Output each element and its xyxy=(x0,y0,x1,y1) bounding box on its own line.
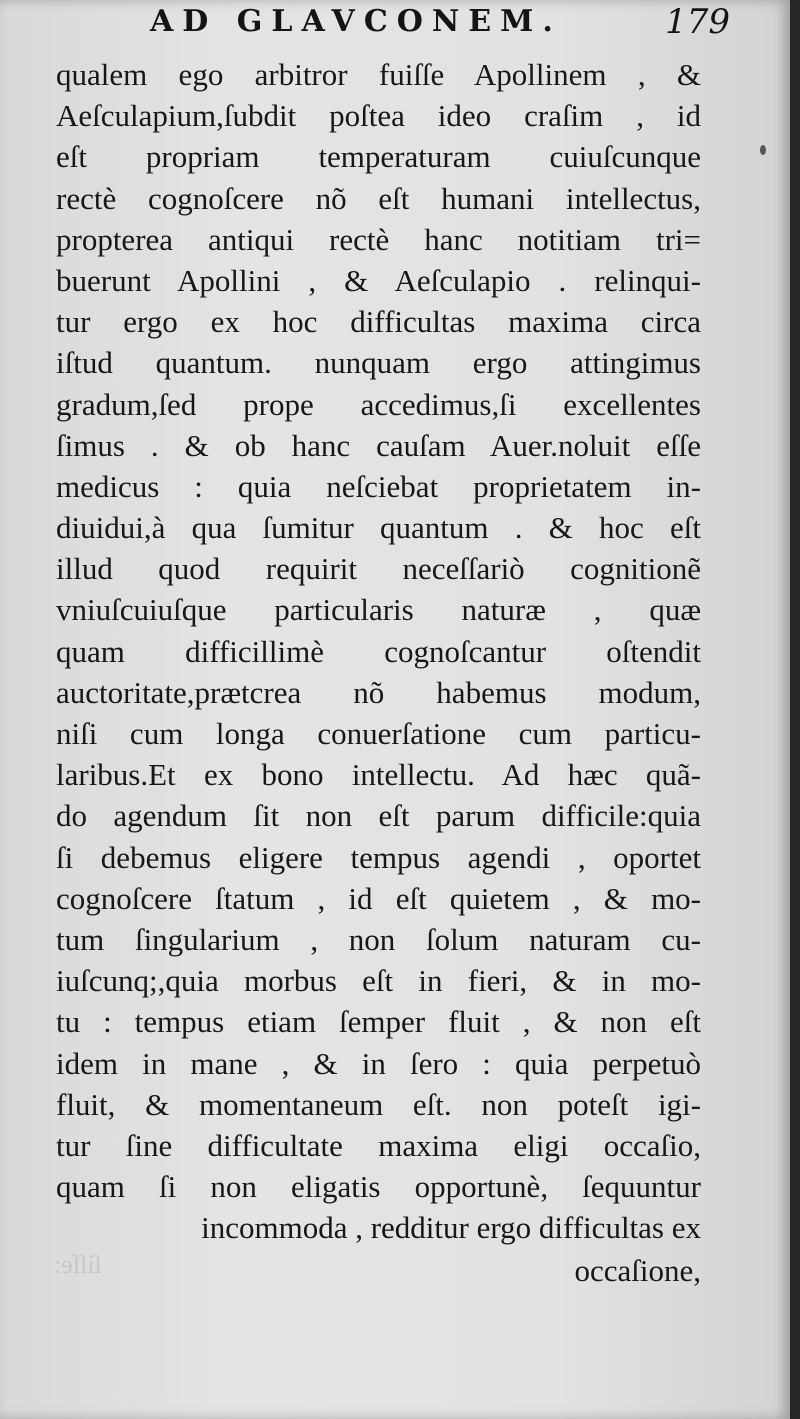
text-line: tur ſine difficultate maxima eligi occaſio, xyxy=(56,1127,701,1163)
text-line: do agendum ſit non eſt parum difficile:quia xyxy=(56,798,701,834)
page-number: 179 xyxy=(665,2,730,42)
text-line: auctoritate,prætcrea nõ habemus modum, xyxy=(56,674,701,710)
text-line: medicus : quia neſciebat proprietatem in- xyxy=(56,468,701,504)
text-line: eſt propriam temperaturam cuiuſcunque xyxy=(56,139,701,175)
text-line: gradum,ſed prope accedimus,ſi excellentes xyxy=(56,386,701,422)
running-head: AD GLAVCONEM. xyxy=(150,4,562,39)
text-line: tum ſingularium , non ſolum naturam cu- xyxy=(56,921,701,957)
text-line: iuſcunq;,quia morbus eſt in fieri, & in mo- xyxy=(56,963,701,999)
text-line: illud quod requirit neceſſariò cognitionẽ xyxy=(56,551,701,587)
text-line: buerunt Apollini , & Aeſculapio . relinqui- xyxy=(56,262,701,298)
text-line: fluit, & momentaneum eſt. non poteſt igi- xyxy=(56,1086,701,1122)
show-through-text: ſiſſe: xyxy=(54,1250,102,1279)
catchword: occaſione, xyxy=(574,1253,701,1288)
text-line: incommoda , redditur ergo difficultas ex xyxy=(201,1210,701,1246)
text-line: ſi debemus eligere tempus agendi , oportet xyxy=(56,839,701,875)
text-line: ſimus . & ob hanc cauſam Auer.noluit eſſe xyxy=(56,427,701,463)
text-line: rectè cognoſcere nõ eſt humani intellectus, xyxy=(56,180,701,216)
text-line: idem in mane , & in ſero : quia perpetuò xyxy=(56,1045,701,1081)
text-line: quam difficillimè cognoſcantur oſtendit xyxy=(56,633,701,669)
page-header xyxy=(150,4,730,44)
text-line: diuidui,à qua ſumitur quantum . & hoc eſt xyxy=(56,510,701,546)
text-line: vniuſcuiuſque particularis naturæ , quæ xyxy=(56,592,701,628)
text-line: qualem ego arbitror fuiſſe Apollinem , & xyxy=(56,57,701,92)
text-line: cognoſcere ſtatum , id eſt quietem , & mo- xyxy=(56,880,701,916)
text-line: iſtud quantum. nunquam ergo attingimus xyxy=(56,345,701,381)
text-line: quam ſi non eligatis opportunè, ſequuntur xyxy=(56,1169,701,1205)
ink-speck xyxy=(760,145,766,155)
body-text xyxy=(56,54,701,1248)
text-line: Aeſculapium,ſubdit poſtea ideo craſim , id xyxy=(56,98,701,134)
page-edge-shadow xyxy=(790,0,800,1419)
text-line: propterea antiqui rectè hanc notitiam tri= xyxy=(56,221,701,257)
text-line: tur ergo ex hoc difficultas maxima circa xyxy=(56,304,701,340)
text-line: laribus.Et ex bono intellectu. Ad hæc quã- xyxy=(56,757,701,793)
text-line: niſi cum longa conuerſatione cum particu- xyxy=(56,716,701,751)
text-line: tu : tempus etiam ſemper fluit , & non eſt xyxy=(56,1004,701,1040)
